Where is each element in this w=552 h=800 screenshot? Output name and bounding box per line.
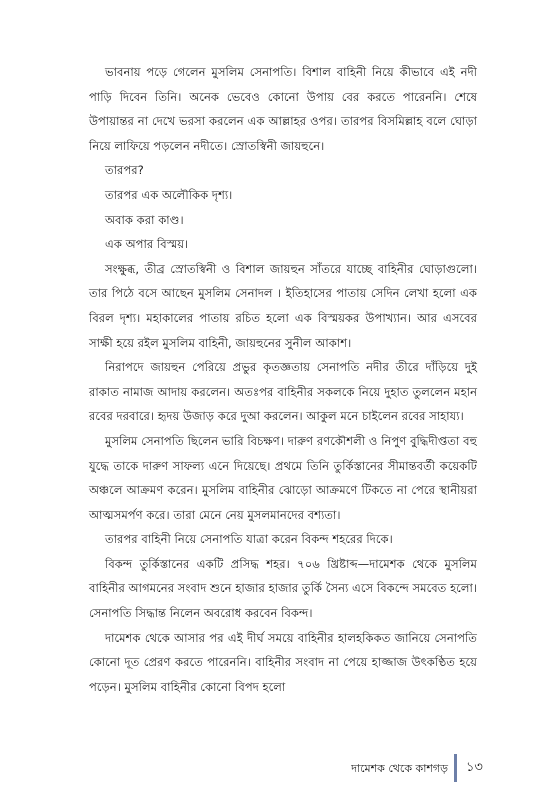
- paragraph: ভাবনায় পড়ে গেলেন মুসলিম সেনাপতি। বিশাল বাহিনী নিয়ে কীভাবে এই নদী পাড়ি দিবেন তিনি। অনেক ভেবেও কোনো উপায় বের করতে পারেননি। শেষে উপায়ান্তর না দেখে ভরসা করলেন এক আল্লাহর ওপর। তারপর বিসমিল্লাহ বলে ঘোড়া নিয়ে লাফিয়ে পড়লেন নদীতে। স্রোতস্বিনী জায়হুনে।: [89, 65, 477, 153]
- paragraph: বিকন্দ তুর্কিস্তানের একটি প্রসিদ্ধ শহর। ৭০৬ খ্রিষ্টাব্দ—দামেশক থেকে মুসলিম বাহিনীর আগমনের সংবাদ শুনে হাজার হাজার তুর্কি সৈন্য এসে বিকন্দে সমবেত হলো। সেনাপতি সিদ্ধান্ত নিলেন অবরোধ করবেন বিকন্দ।: [89, 556, 477, 621]
- page-footer: [0, 754, 552, 782]
- paragraph: সংক্ষুব্ধ, তীব্র স্রোতস্বিনী ও বিশাল জায়হুন সাঁতরে যাচ্ছে বাহিনীর ঘোড়াগুলো। তার পিঠে বসে আছেন মুসলিম সেনাদল । ইতিহাসের পাতায় সেদিন লেখা হলো এক বিরল দৃশ্য। মহাকালের পাতায় রচিত হলো এক বিস্ময়কর উপাখ্যান। আর এসবের সাক্ষী হয়ে রইল মুসলিম বাহিনী, জায়হুনের সুনীল আকাশ।: [89, 261, 477, 350]
- paragraph: নিরাপদে জায়হুন পেরিয়ে প্রভুর কৃতজ্ঞতায় সেনাপতি নদীর তীরে দাঁড়িয়ে দুই রাকাত নামাজ আদায় করলেন। অতঃপর বাহিনীর সকলকে নিয়ে দুহাত তুললেন মহান রবের দরবারে। হৃদয় উজাড় করে দুআ করলেন। আকুল মনে চাইলেন রবের সাহায্য।: [89, 360, 477, 424]
- paragraph: এক অপার বিস্ময়।: [105, 237, 189, 252]
- paragraph: অবাক করা কাণ্ড।: [105, 212, 184, 227]
- paragraph: তারপর এক অলৌকিক দৃশ্য।: [105, 187, 233, 202]
- running-title: দামেশক থেকে কাশগড়: [351, 762, 448, 775]
- footer-divider: [454, 754, 457, 782]
- paragraph: মুসলিম সেনাপতি ছিলেন ভারি বিচক্ষণ। দারুণ রণকৌশলী ও নিপুণ বুদ্ধিদীপ্ততা বহু যুদ্ধে তাকে দারুণ সাফল্য এনে দিয়েছে। প্রথমে তিনি তুর্কিস্তানের সীমান্তবর্তী কয়েকটি অঞ্চলে আক্রমণ করেন। মুসলিম বাহিনীর ঝোড়ো আক্রমণে টিকতে না পেরে স্থানীয়রা আত্মসমর্পণ করে। তারা মেনে নেয় মুসলমানদের বশ্যতা।: [89, 433, 477, 522]
- paragraph: দামেশক থেকে আসার পর এই দীর্ঘ সময়ে বাহিনীর হালহকিকত জানিয়ে সেনাপতি কোনো দূত প্রেরণ করতে পারেননি। বাহিনীর সংবাদ না পেয়ে হাজ্জাজ উৎকণ্ঠিত হয়ে পড়েন। মুসলিম বাহিনীর কোনো বিপদ হলো: [89, 630, 477, 694]
- paragraph: তারপর বাহিনী নিয়ে সেনাপতি যাত্রা করেন বিকন্দ শহরের দিকে।: [105, 532, 393, 547]
- page-number: ১৩: [466, 760, 483, 775]
- paragraph: তারপর?: [105, 163, 144, 178]
- page-body: [89, 60, 477, 699]
